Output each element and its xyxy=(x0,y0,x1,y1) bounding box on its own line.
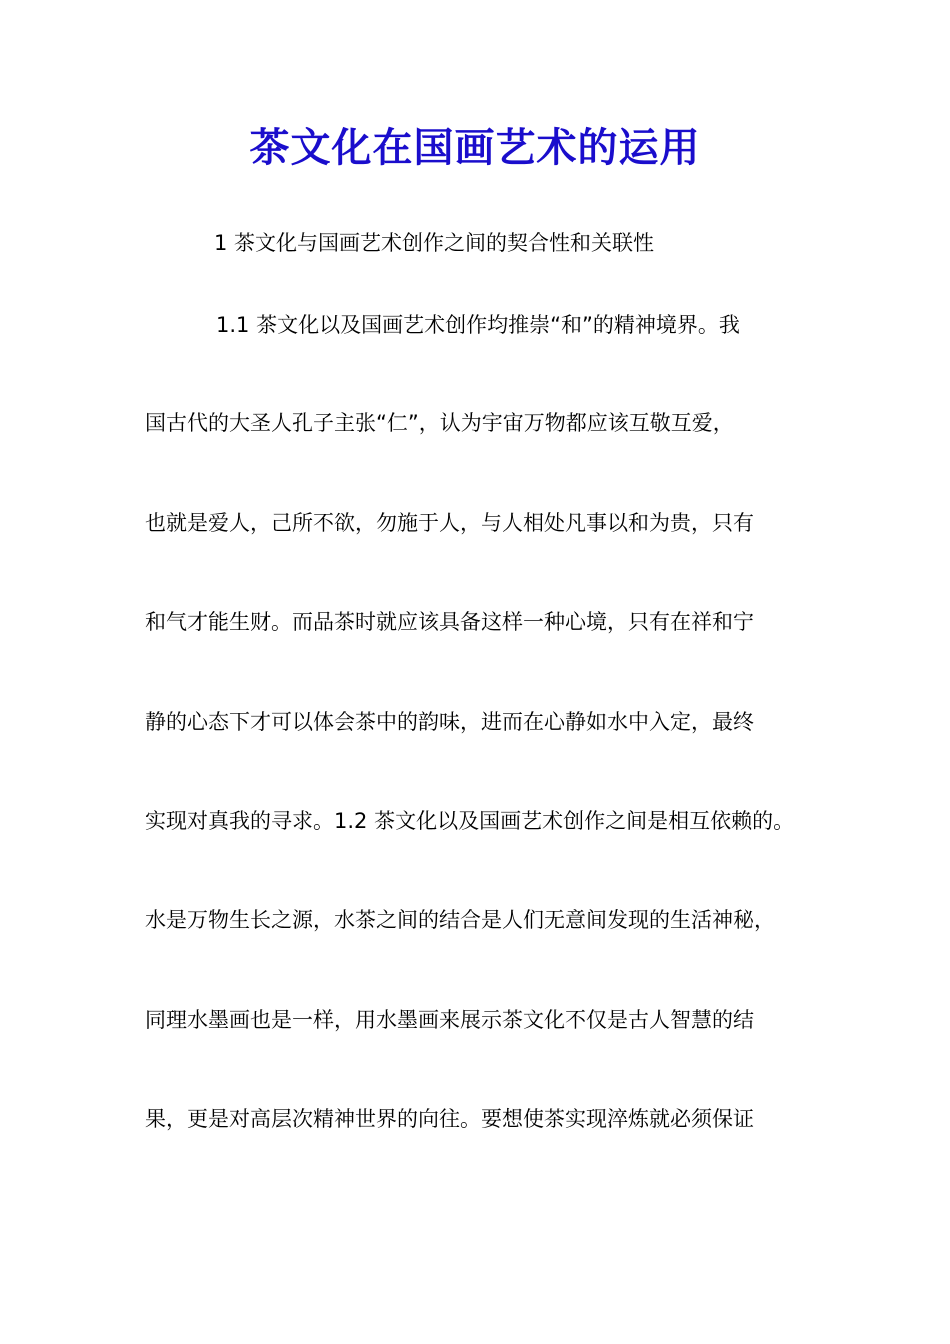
document-title: 茶文化在国画艺术的运用 xyxy=(249,124,701,171)
paragraph-line: 果，更是对高层次精神世界的向往。要想使茶实现淬炼就必须保证 xyxy=(145,1107,754,1131)
paragraph-line: 1.1 茶文化以及国画艺术创作均推崇“和”的精神境界。我 xyxy=(216,313,740,337)
paragraph-line: 和气才能生财。而品茶时就应该具备这样一种心境，只有在祥和宁 xyxy=(145,610,754,634)
paragraph-line: 也就是爱人，己所不欲，勿施于人，与人相处凡事以和为贵，只有 xyxy=(145,511,754,535)
section-heading: 1 茶文化与国画艺术创作之间的契合性和关联性 xyxy=(214,231,655,255)
paragraph-line: 同理水墨画也是一样，用水墨画来展示茶文化不仅是古人智慧的结 xyxy=(145,1008,754,1032)
paragraph-line: 实现对真我的寻求。1.2 茶文化以及国画艺术创作之间是相互依赖的。 xyxy=(145,809,795,833)
paragraph-line: 水是万物生长之源，水茶之间的结合是人们无意间发现的生活神秘， xyxy=(145,908,775,932)
paragraph-line: 国古代的大圣人孔子主张“仁”，认为宇宙万物都应该互敬互爱， xyxy=(145,411,734,435)
paragraph-line: 静的心态下才可以体会茶中的韵味，进而在心静如水中入定，最终 xyxy=(145,710,754,734)
